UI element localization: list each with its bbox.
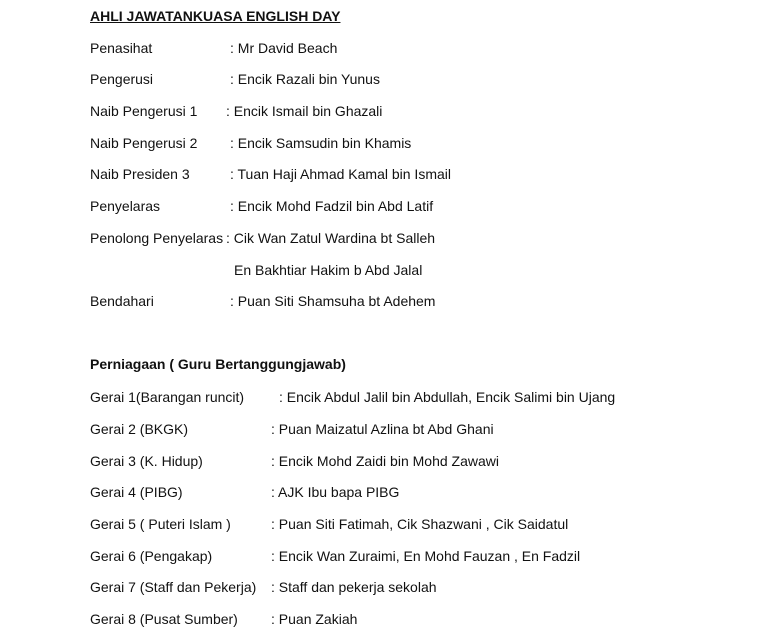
committee-row [0,293,768,313]
committee-row [0,262,768,282]
committee-row [0,230,768,250]
business-row [0,389,768,409]
row-value: : AJK Ibu bapa PIBG [271,484,400,500]
committee-row [0,40,768,60]
committee-row [0,198,768,218]
row-label: Gerai 2 (BKGK) [90,421,189,437]
business-row [0,548,768,568]
row-label: Gerai 5 ( Puteri Islam ) [90,516,231,532]
committee-title: AHLI JAWATANKUASA ENGLISH DAY [90,8,341,24]
business-row [0,579,768,599]
row-value: : Encik Ismail bin Ghazali [226,103,383,119]
row-value: : Mr David Beach [230,40,338,56]
row-label: Pengerusi [90,71,154,87]
row-label: Gerai 1(Barangan runcit) [90,389,245,405]
row-label: Gerai 4 (PIBG) [90,484,183,500]
committee-row [0,166,768,186]
row-value: : Encik Mohd Fadzil bin Abd Latif [230,198,434,214]
row-value: : Cik Wan Zatul Wardina bt Salleh [226,230,436,246]
row-value: : Encik Wan Zuraimi, En Mohd Fauzan , En Fadzil [271,548,581,564]
committee-row [0,71,768,91]
row-value: : Encik Abdul Jalil bin Abdullah, Encik Salimi bin Ujang [279,389,616,405]
committee-row [0,135,768,155]
row-label: Penolong Penyelaras [90,230,224,246]
row-label: Naib Presiden 3 [90,166,190,182]
row-value: : Puan Zakiah [271,611,358,627]
row-label: Bendahari [90,293,154,309]
row-label: Naib Pengerusi 2 [90,135,198,151]
row-value: : Puan Siti Shamsuha bt Adehem [230,293,436,309]
row-label: Gerai 8 (Pusat Sumber) [90,611,238,627]
row-label: Penyelaras [90,198,161,214]
row-value: : Encik Razali bin Yunus [230,71,380,87]
row-value: : Tuan Haji Ahmad Kamal bin Ismail [230,166,451,182]
row-label: Gerai 6 (Pengakap) [90,548,213,564]
committee-row [0,103,768,123]
row-label: Gerai 3 (K. Hidup) [90,453,203,469]
row-value: : Staff dan pekerja sekolah [271,579,437,595]
business-row [0,421,768,441]
row-value: : Encik Samsudin bin Khamis [230,135,412,151]
row-label: Naib Pengerusi 1 [90,103,198,119]
business-row [0,484,768,504]
row-value: : Encik Mohd Zaidi bin Mohd Zawawi [271,453,499,469]
row-label: Gerai 7 (Staff dan Pekerja) [90,579,257,595]
business-row [0,611,768,631]
row-value: En Bakhtiar Hakim b Abd Jalal [234,262,423,278]
row-value: : Puan Siti Fatimah, Cik Shazwani , Cik Saidatul [271,516,569,532]
row-value: : Puan Maizatul Azlina bt Abd Ghani [271,421,494,437]
business-row [0,453,768,473]
business-section-title: Perniagaan ( Guru Bertanggungjawab) [90,356,346,372]
business-row [0,516,768,536]
row-label: Penasihat [90,40,153,56]
